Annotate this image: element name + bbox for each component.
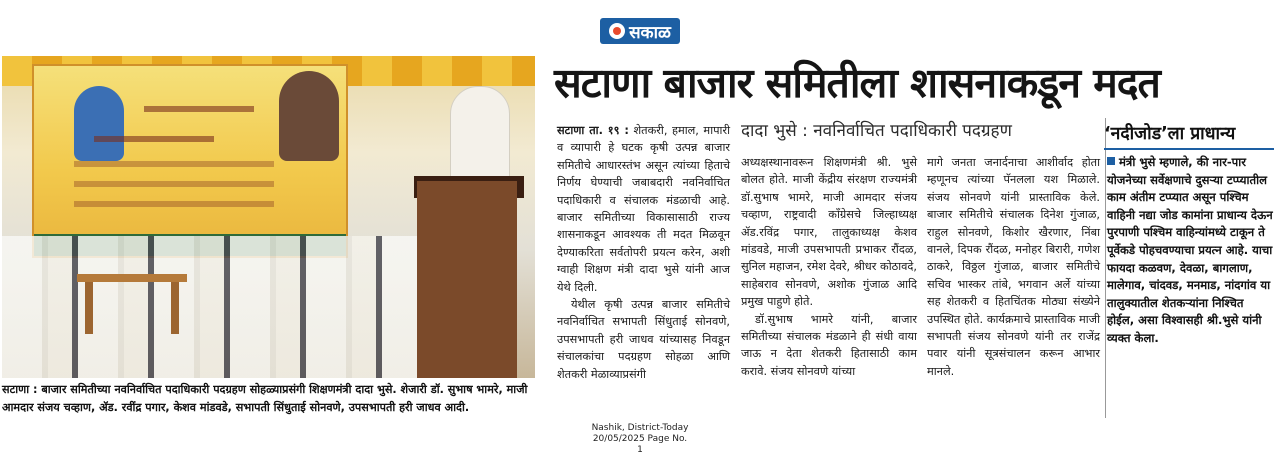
banner-portrait-left	[74, 86, 124, 161]
photo-caption: सटाणा : बाजार समितीच्या नवनिर्वाचित पदाधिकारी पदग्रहण सोहळ्याप्रसंगी शिक्षणमंत्री दादा भुसे. शेजारी डॉ. सुभाष भामरे, माजी आमदार संजय चव्हाण, ॲड. रवींद्र पगार, केशव मांडवडे, सभापती सिंधुताई सोनवणे, उपसभापती हरी जाधव आदी.	[2, 383, 528, 414]
article-paragraph: अध्यक्षस्थानावरून शिक्षणमंत्री श्री. भुसे बोलत होते. माजी केंद्रीय संरक्षण राज्यमंत्री डॉ.सुभाष भामरे, माजी आमदार संजय चव्हाण, राष्ट्रवादी काँग्रेसचे जिल्हाध्यक्ष ॲड.रविंद्र पगार, तालुकाध्यक्ष केशव मांडवडे, माजी उपसभापती प्रभाकर रौंदळ, सुनिल महाजन, रमेश देवरे, श्रीधर कोठावदे, साहेबराव सोनवणे, अशोक गुंजाळ आदि प्रमुख पाहुणे होते.	[741, 156, 917, 309]
date-page-label: 20/05/2025 Page No. 1	[592, 434, 688, 455]
dateline: सटाणा ता. १९ :	[557, 124, 629, 137]
sun-logo-icon	[609, 23, 625, 39]
banner-portrait-right	[279, 71, 339, 161]
article-column-3	[927, 154, 1100, 380]
sidebar-title: ‘नदीजोड’ला प्राधान्य	[1104, 124, 1236, 144]
event-banner	[32, 64, 348, 258]
newspaper-logo	[600, 18, 680, 44]
news-photo	[2, 56, 535, 378]
podium	[417, 181, 517, 378]
article-column-1	[557, 122, 730, 383]
article-column-2	[741, 154, 917, 380]
seated-dignitaries	[2, 236, 417, 378]
logo-text: सकाळ	[629, 22, 671, 43]
headline: सटाणा बाजार समितीला शासनाकडून मदत	[554, 59, 1160, 107]
page-footer	[590, 423, 690, 456]
article-paragraph: डॉ.सुभाष भामरे यांनी, बाजार समितीच्या संचालक मंडळाने ही संधी वाया जाऊ न देता शेतकरी हितासाठी काम करावे. संजय सोनवणे यांच्या	[741, 312, 917, 378]
speaker-at-podium	[450, 86, 510, 186]
sidebar-body: मंत्री भुसे म्हणाले, की नार-पार योजनेच्या सर्वेक्षणाचे दुसऱ्या टप्प्यातील काम अंतीम टप्प्यात असून पश्चिम वाहिनी नद्या जोड कामांना प्राधान्य देऊन पुरपाणी पश्चिम वाहिन्यांमध्ये टाकून ते पूर्वेकडे पोहचवण्याचा प्रयत्न आहे. याचा फायदा कळवण, देवळा, बागलाण, मालेगाव, चांदवड, मनमाड, नांदगांव या तालुक्यातील शेतकऱ्यांना निश्चित होईल, असा विश्वासही श्री.भुसे यांनी व्यक्त केला.	[1107, 155, 1273, 345]
subheadline: दादा भुसे : नवनिर्वाचित पदाधिकारी पदग्रहण	[741, 121, 1012, 141]
article-paragraph: सटाणा ता. १९ : शेतकरी, हमाल, मापारी व व्यापारी हे घटक कृषी उत्पन्न बाजार समितीचे आधारस्तंभ असून त्यांच्या हिताचे निर्णय घेण्याची जबाबदारी नवनिर्वाचित पदाधिकारी व संचालक मंडळाची आहे. बाजार समितीच्या विकासासाठी राज्य शासनाकडून आवश्यक ती मदत मिळवून देण्याकरिता सर्वतोपरी प्रयत्न करेन, अशी ग्वाही शिक्षण मंत्री दादा भुसे यांनी आज येथे दिली.	[557, 124, 731, 294]
article-paragraph: येथील कृषी उत्पन्न बाजार समितीचे नवनिर्वाचित सभापती सिंधुताई सोनवणे, उपसभापती हरी जाधव यांच्यासह निवडून संचालकांचा पदग्रहण सोहळा आणि शेतकरी मेळाव्याप्रसंगी	[557, 298, 730, 381]
square-bullet-icon	[1107, 157, 1115, 165]
sidebar-divider	[1105, 118, 1106, 418]
sidebar-title-underline	[1104, 148, 1274, 150]
stage-table	[77, 274, 187, 342]
edition-label: Nashik, District-Today	[591, 423, 689, 433]
article-paragraph: मागे जनता जनार्दनाचा आशीर्वाद होता म्हणूनच त्यांच्या पॅनलला यश मिळाले. संजय सोनवणे यांनी प्रास्ताविक केले. बाजार समितीचे संचालक दिनेश गुंजाळ, राहुल सोनवणे, किशोर खैरणार, निंबा वानले, दिपक रौंदळ, मनोहर बिरारी, गणेश ठाकरे, विठ्ठल गुंजाळ, बाजार समितीचे सचिव भास्कर तांबे, भगवान अर्ले यांच्या सह शेतकरी व हितचिंतक मोठ्या संख्येने उपस्थित होते. कार्यक्रमाचे प्रास्ताविक माजी सभापती संजय सोनवणे यांनी तर राजेंद्र पवार यांनी सूत्रसंचालन करून आभार मानले.	[927, 156, 1100, 378]
